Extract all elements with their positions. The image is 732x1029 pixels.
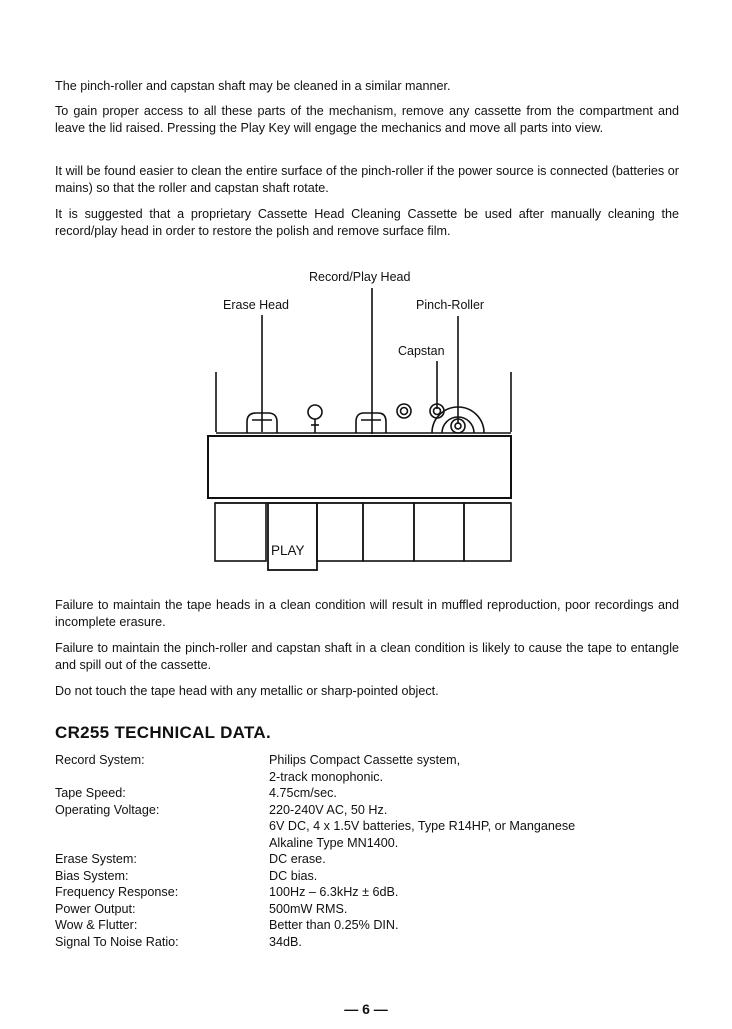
spec-value: DC erase.: [269, 852, 326, 866]
spec-key: Tape Speed:: [55, 786, 126, 800]
spec-row: [55, 868, 695, 885]
record-play-head: [356, 413, 386, 433]
record-play-head-label: Record/Play Head: [309, 270, 411, 284]
warning-paragraph: Failure to maintain the pinch-roller and capstan shaft in a clean condition is likely to cause the tape to entangle and spill out of the cassette.: [55, 641, 679, 672]
deck-body: [208, 436, 511, 498]
spec-value: 6V DC, 4 x 1.5V batteries, Type R14HP, or Manganese: [269, 819, 576, 833]
intro-paragraph: It is suggested that a proprietary Cassette Head Cleaning Cassette be used after manually cleaning the record/play head in order to restore the polish and remove surface film.: [55, 207, 679, 238]
spec-key: Erase System:: [55, 852, 137, 866]
spec-key: [55, 818, 269, 835]
spec-value: 34dB.: [269, 934, 302, 949]
spec-value: DC bias.: [269, 868, 318, 883]
spec-value: 220-240V AC, 50 Hz.: [269, 802, 388, 817]
spec-row: [55, 917, 695, 934]
intro-paragraph: To gain proper access to all these parts of the mechanism, remove any cassette from the compartment and leave the lid raised. Pressing the Play Key will engage the mechanics and move all parts into view.: [55, 104, 679, 135]
technical-data-table: [55, 752, 695, 950]
spec-value: 4.75cm/sec.: [269, 786, 337, 800]
tape-guide-pin: [308, 405, 322, 419]
spec-row: [55, 884, 695, 901]
spec-row: [55, 934, 695, 951]
spec-value: 500mW RMS.: [269, 901, 348, 916]
spec-row: [55, 901, 695, 918]
technical-data-title: CR255 TECHNICAL DATA.: [55, 723, 271, 742]
intro-paragraph: It will be found easier to clean the entire surface of the pinch-roller if the power source is connected (batteries or mains) so that the roller and capstan shaft rotate.: [55, 164, 679, 195]
play-key: [268, 503, 317, 570]
spec-key: Bias System:: [55, 868, 129, 883]
spec-key: Signal To Noise Ratio:: [55, 934, 179, 949]
pinch-roller-label: Pinch-Roller: [416, 298, 485, 312]
spec-row: [55, 785, 695, 802]
spec-value: 100Hz – 6.3kHz ± 6dB.: [269, 885, 399, 899]
spec-key: Operating Voltage:: [55, 802, 160, 817]
spec-key: Frequency Response:: [55, 885, 179, 899]
spec-row: [55, 752, 695, 769]
warning-paragraph: Failure to maintain the tape heads in a clean condition will result in muffled reproduction, poor recordings and incomplete erasure.: [55, 598, 679, 629]
mechanism-drawing: [0, 262, 732, 582]
page-number: — 6 —: [344, 1001, 388, 1017]
spec-value: Alkaline Type MN1400.: [269, 835, 399, 850]
warning-paragraph: Do not touch the tape head with any metallic or sharp-pointed object.: [55, 684, 439, 698]
spec-key: Wow & Flutter:: [55, 918, 138, 932]
spec-key: Power Output:: [55, 901, 136, 916]
spec-row: [55, 818, 695, 835]
erase-head-label: Erase Head: [223, 298, 290, 312]
spec-row: [55, 851, 695, 868]
capstan-label: Capstan: [398, 344, 445, 358]
spec-row: [55, 802, 695, 819]
play-key-label: PLAY: [271, 543, 305, 558]
spec-value: Better than 0.25% DIN.: [269, 918, 399, 932]
spec-value: Philips Compact Cassette system,: [269, 753, 461, 767]
spec-key: [55, 835, 269, 852]
spec-value: 2-track monophonic.: [269, 769, 384, 784]
spec-row: [55, 769, 695, 786]
cassette-mechanism-diagram: [0, 262, 732, 582]
spec-key: [55, 769, 269, 786]
spec-key: Record System:: [55, 753, 145, 767]
spec-row: [55, 835, 695, 852]
intro-paragraph: The pinch-roller and capstan shaft may be cleaned in a similar manner.: [55, 79, 451, 93]
